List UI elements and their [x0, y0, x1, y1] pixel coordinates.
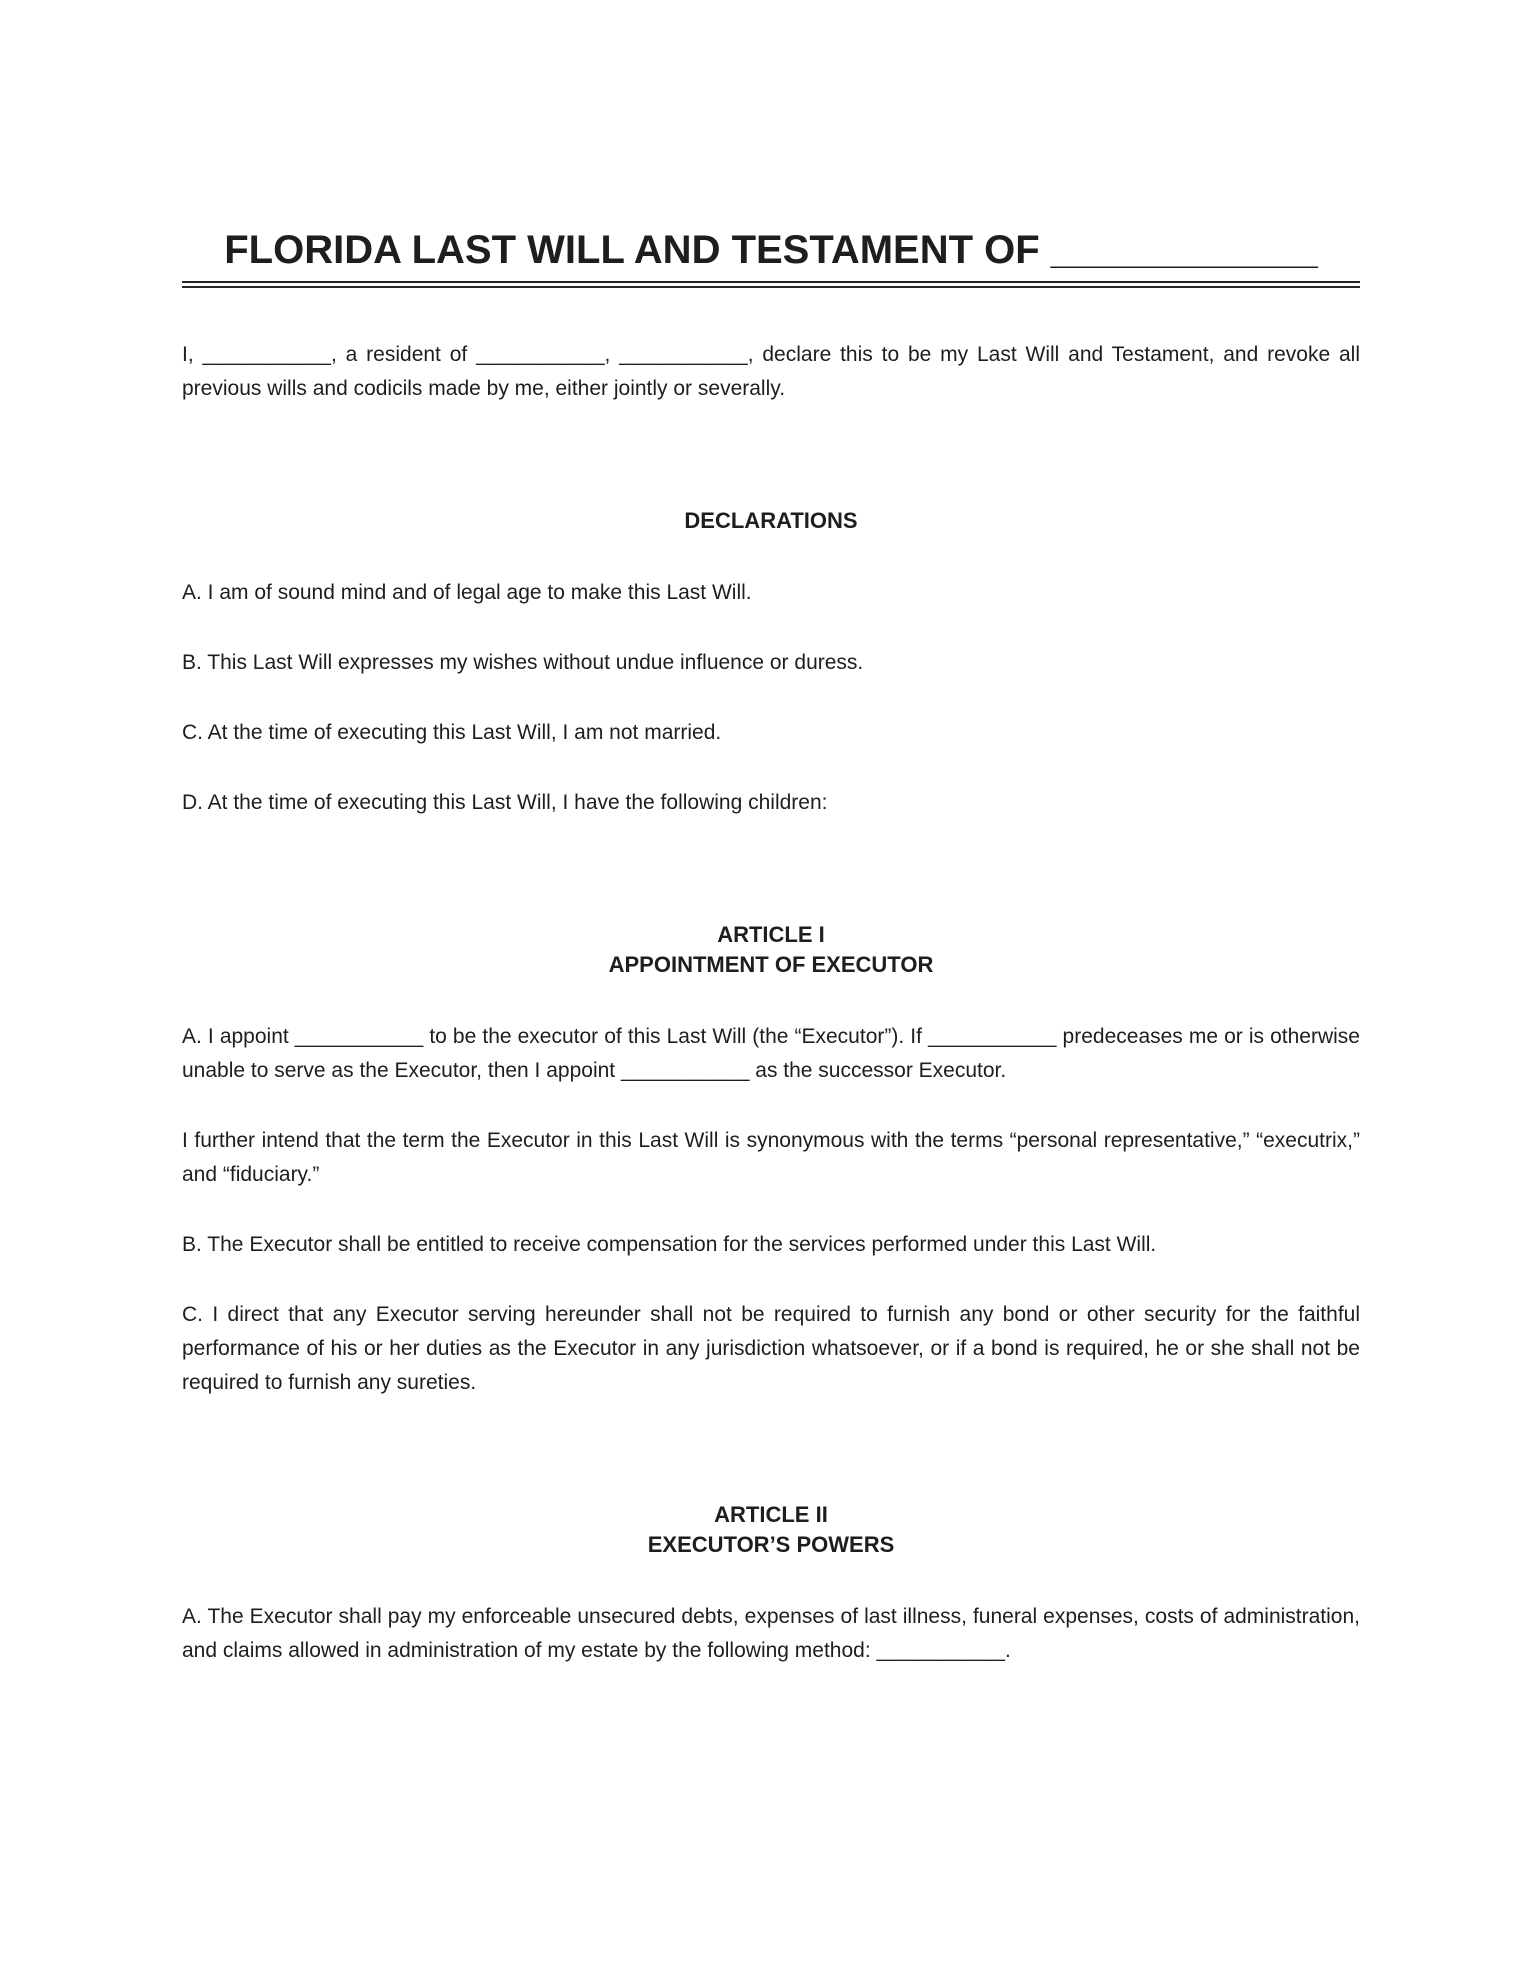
document-title: FLORIDA LAST WILL AND TESTAMENT OF ____________	[182, 228, 1360, 288]
heading-line: DECLARATIONS	[684, 508, 858, 533]
heading-line: APPOINTMENT OF EXECUTOR	[608, 952, 934, 977]
paragraph-article1-b: B. The Executor shall be entitled to receive compensation for the services performed under this Last Will.	[182, 1233, 1157, 1256]
section-article-1	[182, 920, 1360, 1400]
heading-line: EXECUTOR’S POWERS	[647, 1532, 895, 1557]
paragraph-article1-intent: I further intend that the term the Executor in this Last Will is synonymous with the terms “personal representative,” “executrix,” and “fiduciary.”	[182, 1129, 1360, 1186]
paragraph-declaration-d: D. At the time of executing this Last Will, I have the following children:	[182, 791, 828, 814]
heading-line: ARTICLE I	[717, 922, 825, 947]
paragraph-article2-a: A. The Executor shall pay my enforceable unsecured debts, expenses of last illness, funeral expenses, costs of administration, and claims allowed in administration of my estate by the following method: ___________.	[182, 1605, 1360, 1662]
paragraph-article1-a: A. I appoint ___________ to be the executor of this Last Will (the “Executor”). If ___________ predeceases me or is otherwise unable to serve as the Executor, then I appoint ___________ as the successor Executor.	[182, 1025, 1360, 1082]
paragraph-declaration-a: A. I am of sound mind and of legal age to make this Last Will.	[182, 581, 752, 604]
paragraph-declaration-c: C. At the time of executing this Last Will, I am not married.	[182, 721, 722, 744]
section-heading-article-2	[182, 1500, 1360, 1560]
section-heading-declarations	[182, 506, 1360, 536]
heading-line: ARTICLE II	[714, 1502, 828, 1527]
paragraph-article1-c: C. I direct that any Executor serving hereunder shall not be required to furnish any bond or other security for the faithful performance of his or her duties as the Executor in any jurisdiction whatsoever, or if a bond is required, he or she shall not be required to furnish any sureties.	[182, 1303, 1360, 1394]
section-heading-article-1	[182, 920, 1360, 980]
section-article-2	[182, 1500, 1360, 1668]
paragraph-declaration-b: B. This Last Will expresses my wishes without undue influence or duress.	[182, 651, 864, 674]
intro-paragraph: I, ___________, a resident of ___________, ___________, declare this to be my Last Will and Testament, and revoke all previous wills and codicils made by me, either jointly or severally.	[182, 343, 1360, 400]
section-declarations	[182, 506, 1360, 820]
